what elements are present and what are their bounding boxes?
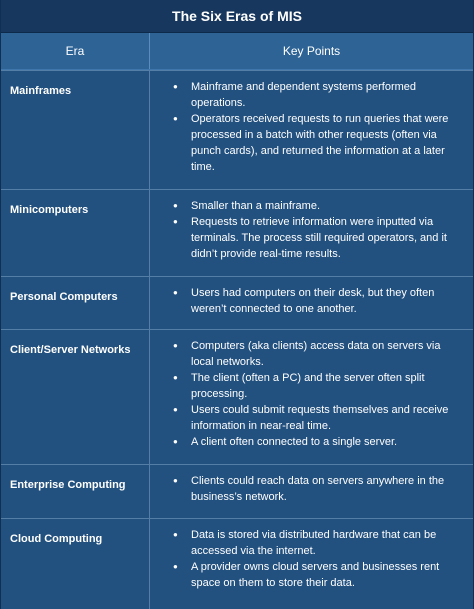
list-item: ● The client (often a PC) and the server often split processing.	[173, 370, 459, 402]
table-row	[1, 189, 473, 276]
list-item: ● Data is stored via distributed hardware that can be accessed via the internet.	[173, 527, 459, 559]
table-row	[1, 70, 473, 189]
key-points-cell	[150, 330, 473, 464]
list-item: ● Operators received requests to run queries that were processed in a batch with other requests (often via punch cards), and returned the information at a later time.	[173, 111, 459, 175]
list-item: ● Smaller than a mainframe.	[173, 198, 459, 214]
table-row	[1, 464, 473, 518]
key-points-cell	[150, 465, 473, 518]
era-cell: Mainframes	[1, 71, 150, 189]
list-item: ● Users could submit requests themselves and receive information in near-real time.	[173, 402, 459, 434]
key-points-cell	[150, 519, 473, 609]
key-points-list	[173, 198, 459, 262]
era-cell: Personal Computers	[1, 277, 150, 329]
table-row	[1, 518, 473, 609]
key-points-column-header: Key Points	[282, 44, 341, 58]
key-points-list	[173, 285, 459, 317]
key-points-list	[173, 473, 459, 505]
list-item: ● Requests to retrieve information were inputted via terminals. The process still required operators, and it didn’t provide real-time results.	[173, 214, 459, 262]
key-points-cell	[150, 277, 473, 329]
list-item: ● A provider owns cloud servers and businesses rent space on them to store their data.	[173, 559, 459, 591]
table-title: The Six Eras of MIS	[1, 0, 473, 33]
list-item: ● A client often connected to a single server.	[173, 434, 459, 450]
era-cell: Enterprise Computing	[1, 465, 150, 518]
era-cell: Client/Server Networks	[1, 330, 150, 464]
list-item: ● Mainframe and dependent systems performed operations.	[173, 79, 459, 111]
list-item: ● Clients could reach data on servers anywhere in the business’s network.	[173, 473, 459, 505]
era-cell: Minicomputers	[1, 190, 150, 276]
era-cell: Cloud Computing	[1, 519, 150, 609]
era-column-header: Era	[1, 33, 150, 69]
list-item: ● Computers (aka clients) access data on servers via local networks.	[173, 338, 459, 370]
key-points-cell	[150, 190, 473, 276]
key-points-list	[173, 79, 459, 175]
table-row	[1, 329, 473, 464]
list-item: ● Users had computers on their desk, but they often weren’t connected to one another.	[173, 285, 459, 317]
key-points-cell	[150, 71, 473, 189]
header-row	[1, 33, 473, 70]
key-points-list	[173, 527, 459, 591]
table-row	[1, 276, 473, 329]
key-points-list	[173, 338, 459, 450]
